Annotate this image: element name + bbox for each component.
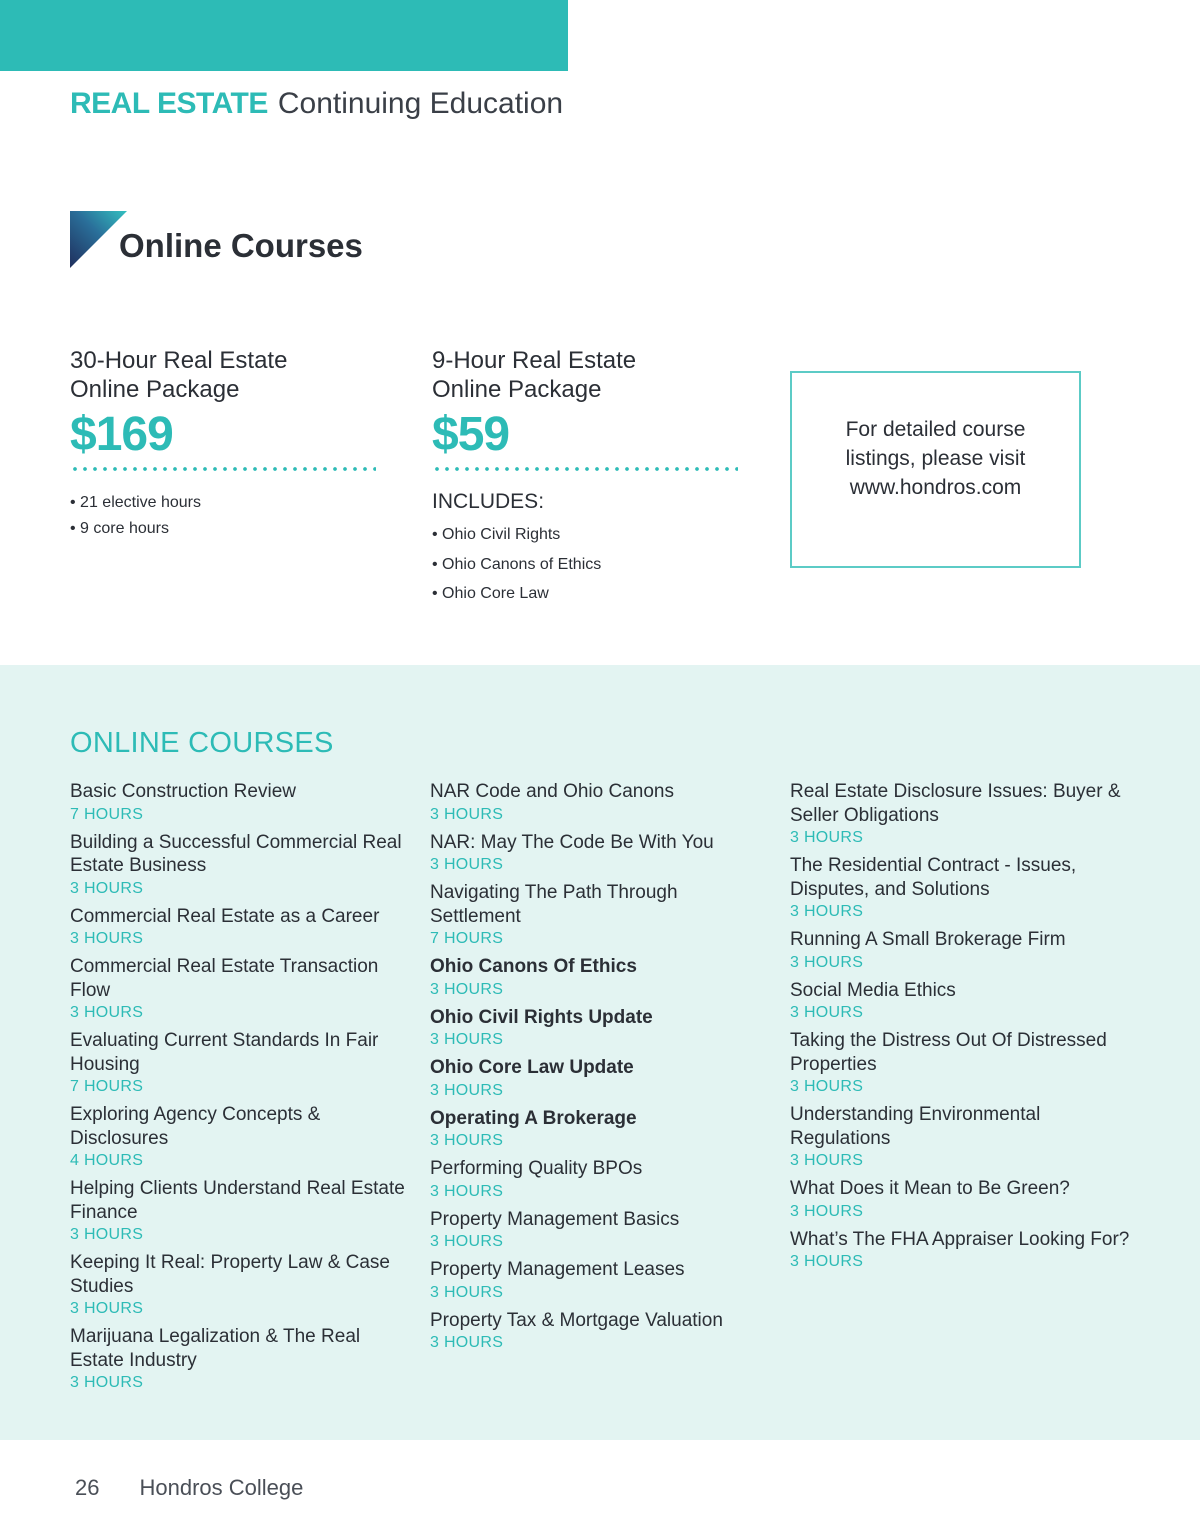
list-item: • 9 core hours <box>70 520 169 537</box>
package-9-hour <box>432 346 742 609</box>
course-item <box>790 979 1130 1024</box>
course-name: Property Management Leases <box>430 1259 685 1280</box>
course-hours: 3 HOURS <box>790 1253 864 1270</box>
course-hours: 3 HOURS <box>70 1226 144 1243</box>
course-hours: 3 HOURS <box>430 1182 504 1200</box>
course-name: NAR Code and Ohio Canons <box>430 781 674 802</box>
courses-panel <box>0 665 1200 1440</box>
course-column-1 <box>70 780 410 1399</box>
header-title: Continuing Education <box>277 87 564 120</box>
courses-title: ONLINE COURSES <box>70 727 334 759</box>
course-item <box>790 1029 1130 1097</box>
package-name-line: Online Package <box>432 376 602 403</box>
course-hours: 3 HOURS <box>790 903 864 920</box>
course-hours: 3 HOURS <box>430 805 504 823</box>
list-item: • Ohio Core Law <box>432 585 549 602</box>
page-footer <box>75 1475 303 1501</box>
course-hours: 3 HOURS <box>790 953 864 971</box>
course-hours: 3 HOURS <box>70 930 144 947</box>
course-hours: 3 HOURS <box>430 1334 504 1351</box>
course-item <box>70 780 410 825</box>
course-name: What Does it Mean to Be Green? <box>790 1178 1070 1199</box>
course-hours: 3 HOURS <box>70 1374 144 1391</box>
package-name <box>432 346 742 404</box>
package-name-line: 30-Hour Real Estate <box>70 347 288 374</box>
course-name: Commercial Real Estate Transaction Flow <box>70 956 379 1001</box>
course-name: Operating A Brokerage <box>430 1107 637 1129</box>
course-item <box>70 1029 410 1097</box>
course-item <box>430 1208 770 1253</box>
visit-text-line: For detailed course <box>845 418 1026 441</box>
course-item <box>430 881 770 949</box>
course-hours: 3 HOURS <box>430 1031 504 1048</box>
course-item <box>70 1325 410 1393</box>
visit-text <box>846 415 1026 502</box>
course-hours: 3 HOURS <box>430 1233 504 1250</box>
course-name: Ohio Civil Rights Update <box>430 1006 653 1028</box>
package-30-hour <box>70 346 380 542</box>
course-item <box>790 1177 1130 1222</box>
course-name: Basic Construction Review <box>70 781 296 802</box>
course-hours: 3 HOURS <box>790 1152 864 1169</box>
course-item <box>70 905 410 950</box>
course-column-3 <box>790 780 1130 1278</box>
course-hours: 3 HOURS <box>430 1283 504 1301</box>
course-item <box>70 1177 410 1245</box>
course-hours: 7 HOURS <box>70 1078 144 1095</box>
course-name: Ohio Canons Of Ethics <box>430 956 637 977</box>
course-item <box>430 780 770 825</box>
top-accent-bar <box>0 0 568 71</box>
course-name: Exploring Agency Concepts & Disclosures <box>70 1104 321 1149</box>
course-name: Evaluating Current Standards In Fair Housing <box>70 1030 379 1075</box>
course-item <box>70 955 410 1023</box>
course-hours: 3 HOURS <box>70 1300 144 1317</box>
visit-website-box <box>790 371 1081 568</box>
course-item <box>790 780 1130 848</box>
course-hours: 3 HOURS <box>790 1078 864 1095</box>
course-name: Property Management Basics <box>430 1208 680 1230</box>
package-name <box>70 346 380 404</box>
course-hours: 3 HOURS <box>70 1004 144 1021</box>
package-includes <box>432 520 742 609</box>
package-name-line: Online Package <box>70 376 240 403</box>
course-column-2 <box>430 780 770 1359</box>
course-hours: 3 HOURS <box>70 879 144 897</box>
course-name: NAR: May The Code Be With You <box>430 831 714 853</box>
course-name: Navigating The Path Through Settlement <box>430 882 678 927</box>
course-name: Keeping It Real: Property Law & Case Studies <box>70 1252 391 1297</box>
package-price: $169 <box>70 408 173 461</box>
course-item <box>430 1006 770 1051</box>
course-item <box>790 1228 1130 1273</box>
course-item <box>430 1309 770 1354</box>
page-number: 26 <box>75 1475 100 1500</box>
course-item <box>430 1107 770 1152</box>
course-hours: 7 HOURS <box>70 805 144 823</box>
course-hours: 3 HOURS <box>790 1004 864 1021</box>
course-item <box>430 831 770 876</box>
website-link[interactable]: www.hondros.com <box>849 476 1022 499</box>
section-heading <box>70 211 470 268</box>
course-name: Social Media Ethics <box>790 979 956 1001</box>
course-name: What’s The FHA Appraiser Looking For? <box>790 1228 1130 1250</box>
list-item: • Ohio Canons of Ethics <box>432 555 602 573</box>
course-name: Property Tax & Mortgage Valuation <box>430 1309 723 1331</box>
course-hours: 7 HOURS <box>430 930 504 947</box>
course-name: Running A Small Brokerage Firm <box>790 929 1066 950</box>
list-item: • Ohio Civil Rights <box>432 526 561 543</box>
package-features <box>70 490 380 542</box>
course-name: Taking the Distress Out Of Distressed Properties <box>790 1030 1107 1075</box>
course-hours: 3 HOURS <box>430 980 504 998</box>
course-name: Ohio Core Law Update <box>430 1057 634 1078</box>
course-name: Commercial Real Estate as a Career <box>70 905 380 927</box>
course-hours: 3 HOURS <box>790 1202 864 1220</box>
course-name: Performing Quality BPOs <box>430 1158 643 1179</box>
course-name: Real Estate Disclosure Issues: Buyer & Seller Obligations <box>790 781 1121 826</box>
course-name: Understanding Environmental Regulations <box>790 1104 1041 1149</box>
course-name: Helping Clients Understand Real Estate Finance <box>70 1178 405 1223</box>
page-header <box>70 86 563 122</box>
course-hours: 3 HOURS <box>430 1132 504 1149</box>
course-hours: 4 HOURS <box>70 1152 144 1169</box>
visit-text-line: listings, please visit <box>845 447 1026 470</box>
course-item <box>70 1251 410 1319</box>
course-item <box>430 1056 770 1101</box>
course-hours: 3 HOURS <box>430 856 504 873</box>
course-item <box>790 928 1130 973</box>
package-name-line: 9-Hour Real Estate <box>432 347 637 374</box>
course-item <box>790 854 1130 922</box>
course-item <box>70 1103 410 1171</box>
header-accent: REAL ESTATE <box>70 87 268 120</box>
includes-label: INCLUDES: <box>432 490 545 513</box>
section-heading-text: Online Courses <box>119 227 363 264</box>
package-price: $59 <box>432 408 510 461</box>
course-item <box>430 1258 770 1303</box>
course-item <box>430 955 770 1000</box>
course-name: Marijuana Legalization & The Real Estate Industry <box>70 1326 361 1371</box>
course-item <box>70 831 410 899</box>
dotted-divider <box>432 466 738 472</box>
course-item <box>790 1103 1130 1171</box>
course-hours: 3 HOURS <box>430 1081 504 1099</box>
course-name: The Residential Contract - Issues, Disputes, and Solutions <box>790 855 1077 900</box>
college-name: Hondros College <box>139 1475 304 1500</box>
course-item <box>430 1157 770 1202</box>
list-item: • 21 elective hours <box>70 494 202 511</box>
dotted-divider <box>70 466 376 472</box>
course-name: Building a Successful Commercial Real Estate Business <box>70 831 402 876</box>
course-hours: 3 HOURS <box>790 829 864 846</box>
